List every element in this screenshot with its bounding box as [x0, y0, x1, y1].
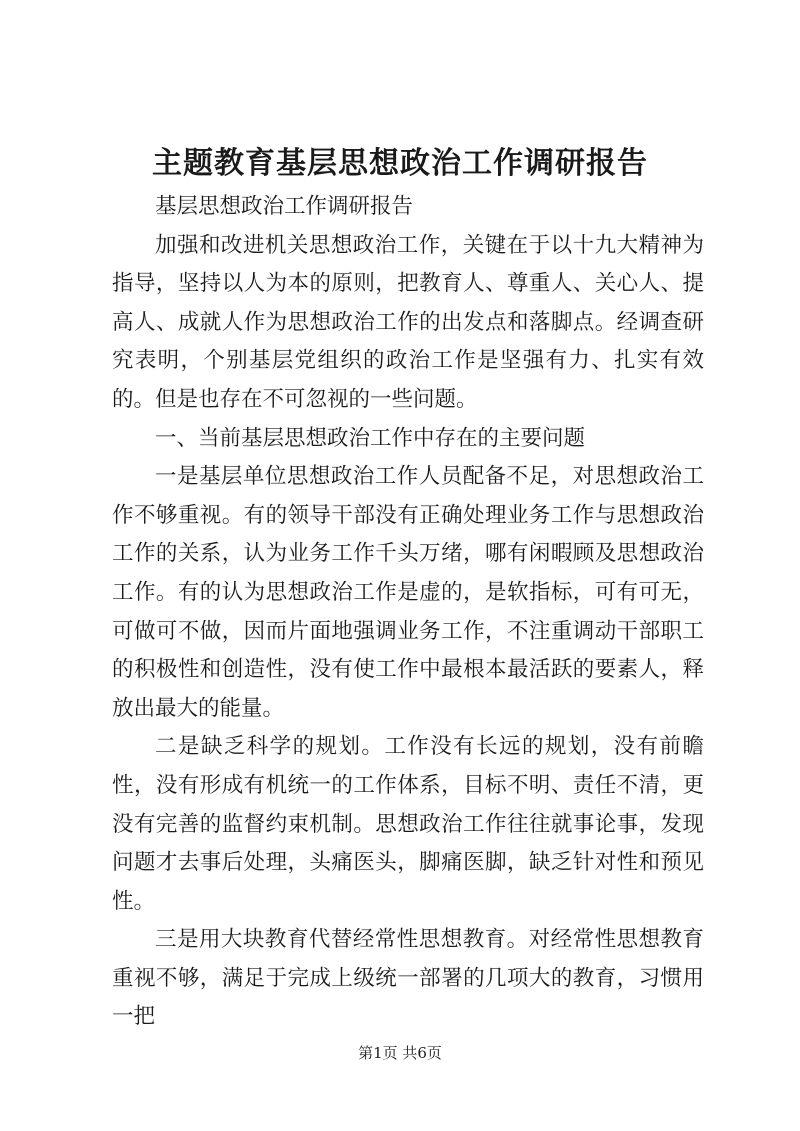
paragraph: 加强和改进机关思想政治工作，关键在于以十九大精神为指导，坚持以人为本的原则，把教育人、尊重人、关心人、提高人、成就人作为思想政治工作的出发点和落脚点。经调查研究表明，个别基层党组织的政治工作是坚强有力、扎实有效的。但是也存在不可忽视的一些问题。 [112, 232, 704, 412]
paragraph: 三是用大块教育代替经常性思想教育。对经常性思想教育重视不够，满足于完成上级统一部署的几项大的教育，习惯用一把 [112, 927, 704, 1030]
section-heading: 一、当前基层思想政治工作中存在的主要问题 [155, 425, 586, 451]
page-footer: 第1页 共6页 [358, 1044, 442, 1062]
document-title: 主题教育基层思想政治工作调研报告 [152, 146, 648, 181]
paragraph-subtitle: 基层思想政治工作调研报告 [155, 194, 414, 219]
document-body [112, 188, 704, 1037]
paragraph: 二是缺乏科学的规划。工作没有长远的规划，没有前瞻性，没有形成有机统一的工作体系，目标不明、责任不清，更没有完善的监督约束机制。思想政治工作往往就事论事，发现问题才去事后处理，头痛医头，脚痛医脚，缺乏针对性和预见性。 [112, 734, 704, 914]
paragraph: 一是基层单位思想政治工作人员配备不足，对思想政治工作不够重视。有的领导干部没有正确处理业务工作与思想政治工作的关系，认为业务工作千头万绪，哪有闲暇顾及思想政治工作。有的认为思想政治工作是虚的，是软指标，可有可无，可做可不做，因而片面地强调业务工作，不注重调动干部职工的积极性和创造性，没有使工作中最根本最活跃的要素人，释放出最大的能量。 [112, 464, 704, 721]
